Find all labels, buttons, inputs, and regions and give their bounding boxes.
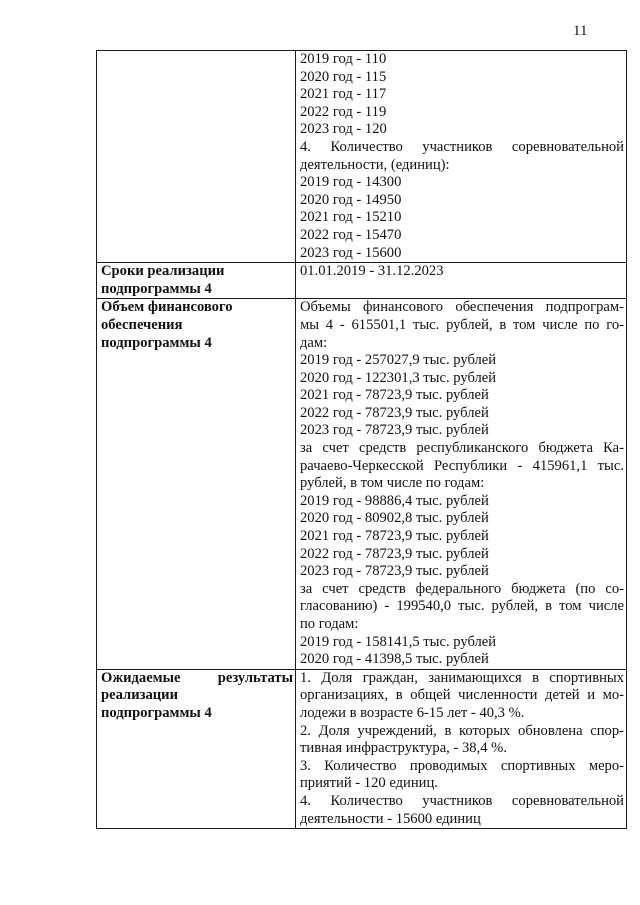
row-label-line: Объем финансового xyxy=(101,299,233,316)
content-line: 2020 год - 122301,3 тыс. рублей xyxy=(300,369,497,386)
row-content-cell xyxy=(296,263,627,299)
content-line: деятельности, (единиц): xyxy=(300,156,450,173)
content-line: рачаево-Черкесской Республики - 415961,1 тыс. xyxy=(300,457,624,474)
content-line: 4. Количество участников соревновательной xyxy=(300,792,624,809)
row-label-cell xyxy=(97,299,296,669)
content-line: за счет средств республиканского бюджета Ка- xyxy=(300,440,624,457)
content-line: 2022 год - 78723,9 тыс. рублей xyxy=(300,404,489,421)
content-line: 3. Количество проводимых спортивных меро- xyxy=(300,757,624,774)
content-line: 2020 год - 14950 xyxy=(300,191,402,208)
row-label-line: реализации xyxy=(101,687,179,704)
row-label-line: подпрограммы 4 xyxy=(101,704,212,721)
content-line: 2021 год - 15210 xyxy=(300,209,402,226)
content-line: 2. Доля учреждений, в которых обновлена спор- xyxy=(300,722,624,739)
table-body xyxy=(97,51,627,829)
row-label-cell xyxy=(97,669,296,828)
row-label-line: подпрограммы 4 xyxy=(101,334,212,351)
indicators-continued-row xyxy=(97,51,627,263)
content-line: 01.01.2019 - 31.12.2023 xyxy=(300,263,444,280)
row-label-cell xyxy=(97,263,296,299)
row-label-line: Ожидаемые результаты xyxy=(101,669,293,686)
page-number: 11 xyxy=(573,23,588,39)
content-line: 2022 год - 119 xyxy=(300,103,387,120)
content-line: лодежи в возрасте 6-15 лет - 40,3 %. xyxy=(300,704,525,721)
content-line: 2019 год - 14300 xyxy=(300,174,402,191)
content-line: 2019 год - 98886,4 тыс. рублей xyxy=(300,492,489,509)
content-line: 2020 год - 80902,8 тыс. рублей xyxy=(300,510,489,527)
content-line: 2022 год - 15470 xyxy=(300,226,402,243)
content-line: 2019 год - 257027,9 тыс. рублей xyxy=(300,352,497,369)
row-label-line: подпрограммы 4 xyxy=(101,280,212,297)
content-line: приятий - 120 единиц. xyxy=(300,775,438,792)
content-line: рублей, в том числе по годам: xyxy=(300,475,485,492)
content-line: Объемы финансового обеспечения подпрограм- xyxy=(300,299,624,316)
content-line: тивная инфраструктура, - 38,4 %. xyxy=(300,740,507,757)
content-line: 2020 год - 41398,5 тыс. рублей xyxy=(300,651,489,668)
content-line: за счет средств федерального бюджета (по со- xyxy=(300,580,624,597)
subprogram-passport-table xyxy=(96,50,627,829)
content-line: гласованию) - 199540,0 тыс. рублей, в том числе xyxy=(300,598,624,615)
content-line: 2021 год - 78723,9 тыс. рублей xyxy=(300,528,489,545)
row-label-line: Сроки реализации xyxy=(101,263,225,280)
row-label-line: обеспечения xyxy=(101,316,183,333)
row-content-cell xyxy=(296,299,627,669)
content-line: 2023 год - 78723,9 тыс. рублей xyxy=(300,422,489,439)
financing-volume-row xyxy=(97,299,627,669)
content-line: 2019 год - 110 xyxy=(300,51,387,67)
row-label-cell xyxy=(97,51,296,263)
content-line: дам: xyxy=(300,334,328,351)
row-content-cell xyxy=(296,669,627,828)
content-line: 2020 год - 115 xyxy=(300,68,387,85)
content-line: 2019 год - 158141,5 тыс. рублей xyxy=(300,633,497,650)
expected-results-row xyxy=(97,669,627,828)
content-line: 2023 год - 120 xyxy=(300,121,387,138)
content-line: 2022 год - 78723,9 тыс. рублей xyxy=(300,545,489,562)
content-line: 4. Количество участников соревновательной xyxy=(300,138,624,155)
content-line: мы 4 - 615501,1 тыс. рублей, в том числе по го- xyxy=(300,316,624,333)
implementation-period-row xyxy=(97,263,627,299)
content-line: организациях, в общей численности детей и мо- xyxy=(300,687,624,704)
content-line: 1. Доля граждан, занимающихся в спортивных xyxy=(300,669,624,686)
content-line: по годам: xyxy=(300,616,359,632)
content-line: 2021 год - 78723,9 тыс. рублей xyxy=(300,387,489,404)
content-line: 2023 год - 15600 xyxy=(300,244,402,261)
content-line: 2021 год - 117 xyxy=(300,86,387,103)
row-content-cell xyxy=(296,51,627,263)
content-line: деятельности - 15600 единиц xyxy=(300,810,481,827)
content-line: 2023 год - 78723,9 тыс. рублей xyxy=(300,563,489,580)
